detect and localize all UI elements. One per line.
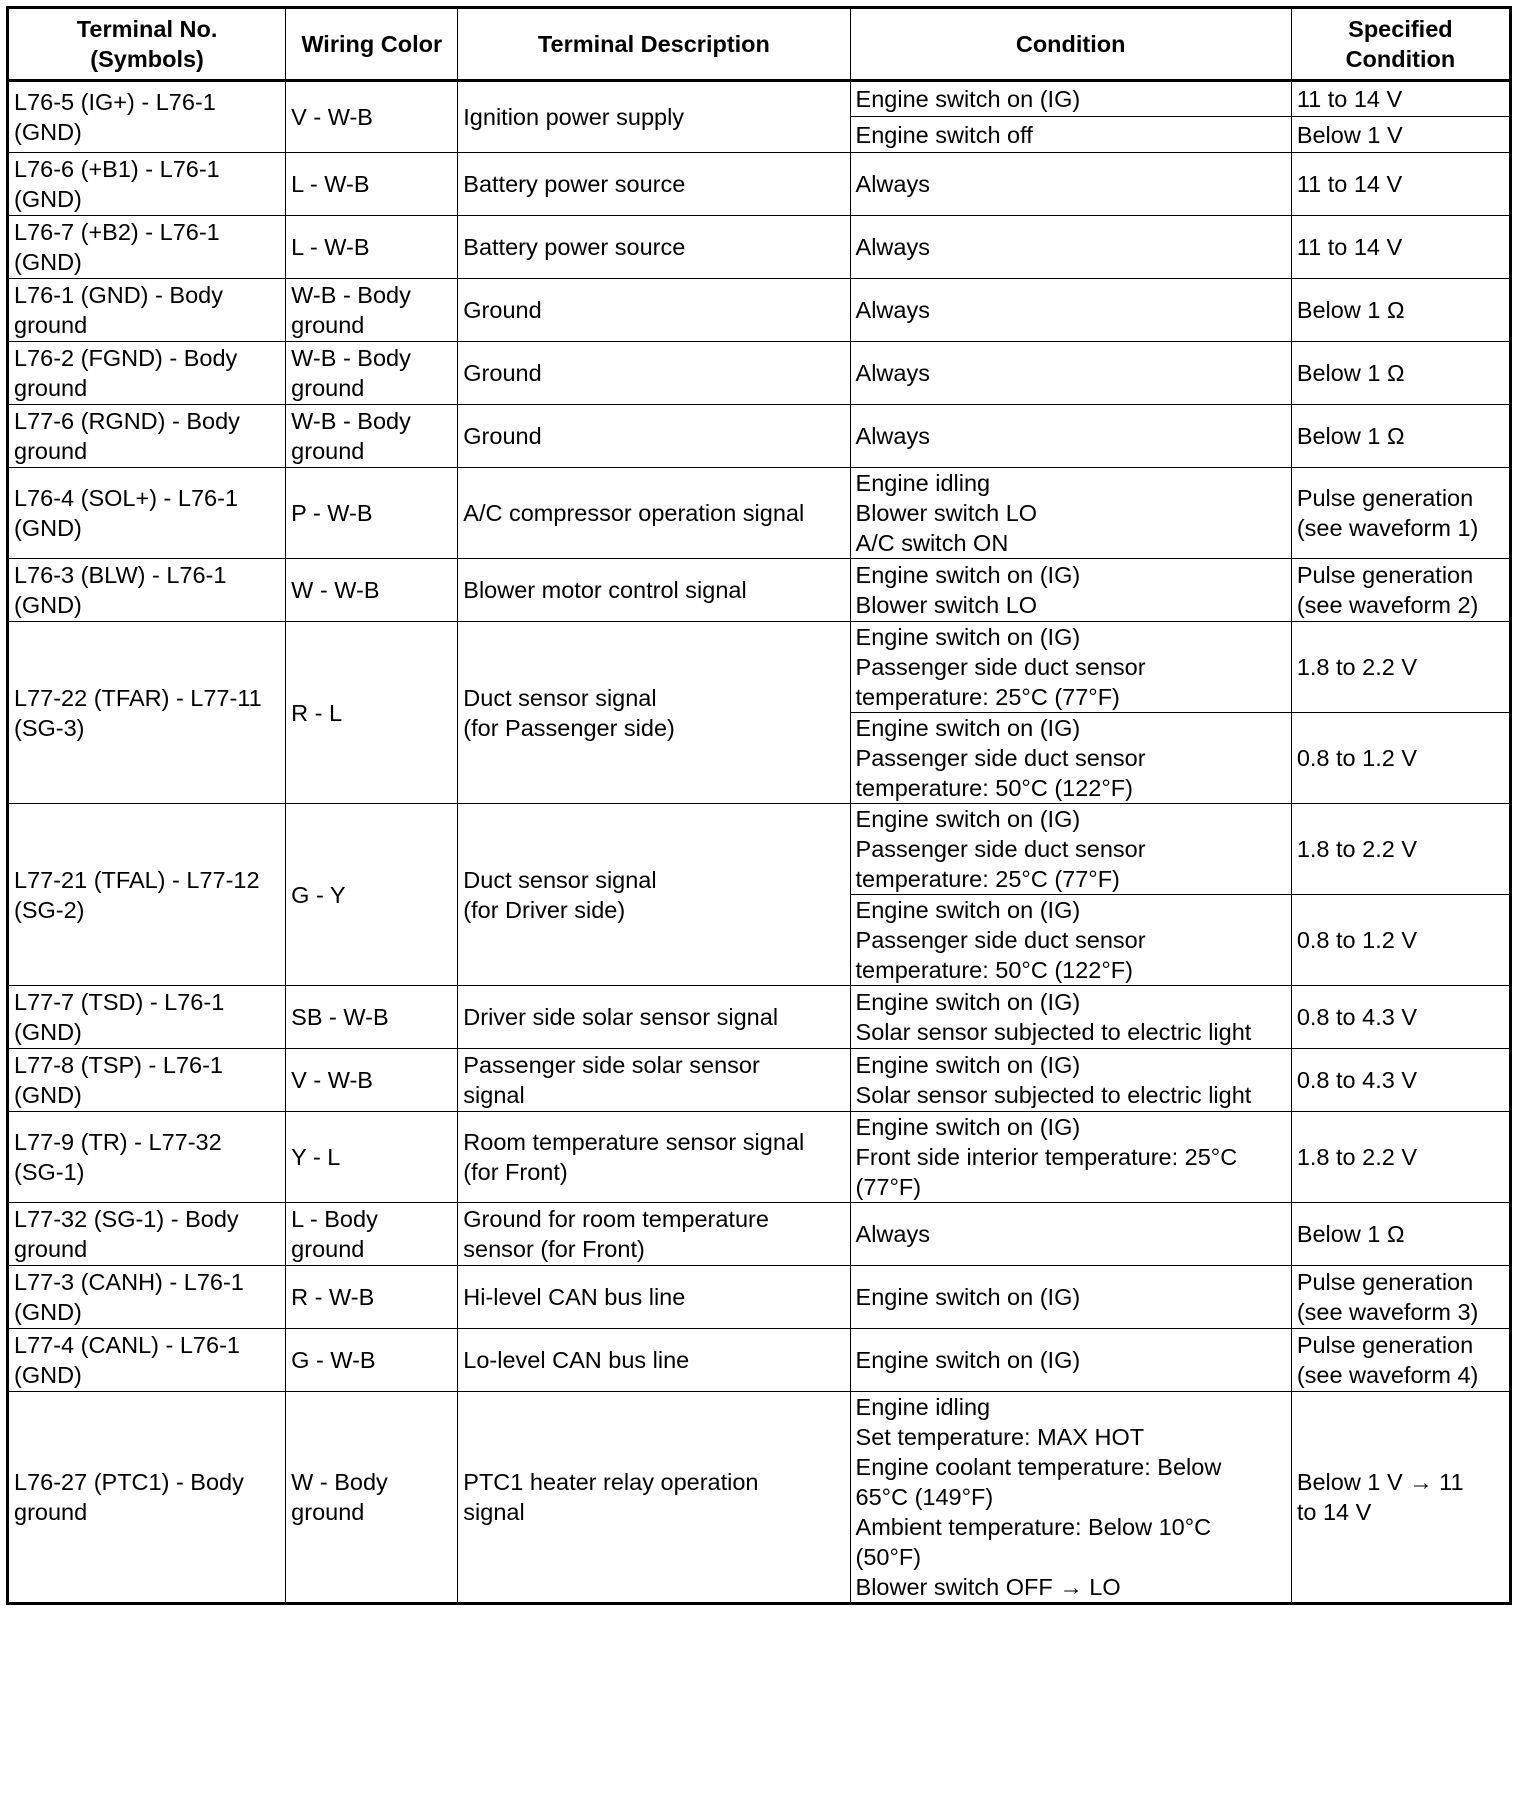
cell-description: Ground for room temperature sensor (for Front) [458, 1203, 850, 1266]
cell-description: A/C compressor operation signal [458, 468, 850, 559]
cell-terminal: L77-32 (SG-1) - Body ground [8, 1203, 286, 1266]
cell-terminal: L77-4 (CANL) - L76-1 (GND) [8, 1329, 286, 1392]
header-condition: Condition [850, 8, 1291, 81]
cell-specified-condition: Below 1 V → 11 to 14 V [1291, 1392, 1510, 1604]
cell-specified-condition: Pulse generation (see waveform 1) [1291, 468, 1510, 559]
table-body [8, 81, 1511, 1604]
cell-description: Ignition power supply [458, 81, 850, 153]
cell-condition: Engine switch on (IG) [850, 1266, 1291, 1329]
cell-description: Blower motor control signal [458, 559, 850, 622]
cell-specified-condition: 0.8 to 1.2 V [1291, 713, 1510, 804]
cell-specified-condition: Below 1 Ω [1291, 405, 1510, 468]
cell-terminal: L77-8 (TSP) - L76-1 (GND) [8, 1049, 286, 1112]
cell-specified-condition: 11 to 14 V [1291, 216, 1510, 279]
cell-terminal: L76-5 (IG+) - L76-1 (GND) [8, 81, 286, 153]
cell-condition: Always [850, 342, 1291, 405]
header-terminal-no: Terminal No. (Symbols) [8, 8, 286, 81]
cell-description: Lo-level CAN bus line [458, 1329, 850, 1392]
cell-specified-condition: Below 1 V [1291, 117, 1510, 153]
cell-specified-condition: 0.8 to 1.2 V [1291, 895, 1510, 986]
table-row [8, 1112, 1511, 1203]
table-row [8, 986, 1511, 1049]
cell-specified-condition: Below 1 Ω [1291, 279, 1510, 342]
cell-specified-condition: 0.8 to 4.3 V [1291, 1049, 1510, 1112]
cell-specified-condition: Pulse generation (see waveform 3) [1291, 1266, 1510, 1329]
table-row [8, 279, 1511, 342]
header-terminal-description: Terminal Description [458, 8, 850, 81]
cell-description: Duct sensor signal (for Driver side) [458, 804, 850, 986]
cell-terminal: L77-21 (TFAL) - L77-12 (SG-2) [8, 804, 286, 986]
cell-wiring-color: L - W-B [286, 216, 458, 279]
cell-terminal: L76-6 (+B1) - L76-1 (GND) [8, 153, 286, 216]
cell-specified-condition: 1.8 to 2.2 V [1291, 804, 1510, 895]
cell-condition: Engine switch off [850, 117, 1291, 153]
cell-condition: Engine switch on (IG) Passenger side duct sensor temperature: 25°C (77°F) [850, 622, 1291, 713]
cell-specified-condition: 1.8 to 2.2 V [1291, 622, 1510, 713]
cell-condition: Always [850, 405, 1291, 468]
cell-wiring-color: W-B - Body ground [286, 279, 458, 342]
cell-wiring-color: L - W-B [286, 153, 458, 216]
table-row [8, 468, 1511, 559]
cell-description: Hi-level CAN bus line [458, 1266, 850, 1329]
table-header [8, 8, 1511, 81]
cell-condition: Engine switch on (IG) Blower switch LO [850, 559, 1291, 622]
cell-terminal: L77-22 (TFAR) - L77-11 (SG-3) [8, 622, 286, 804]
cell-specified-condition: 11 to 14 V [1291, 153, 1510, 216]
cell-condition: Always [850, 1203, 1291, 1266]
cell-wiring-color: W - W-B [286, 559, 458, 622]
cell-condition: Engine switch on (IG) Passenger side duct sensor temperature: 25°C (77°F) [850, 804, 1291, 895]
cell-specified-condition: 1.8 to 2.2 V [1291, 1112, 1510, 1203]
terminal-inspection-table [6, 6, 1512, 1605]
table-row [8, 216, 1511, 279]
cell-wiring-color: R - L [286, 622, 458, 804]
cell-wiring-color: W-B - Body ground [286, 405, 458, 468]
cell-wiring-color: Y - L [286, 1112, 458, 1203]
cell-terminal: L76-7 (+B2) - L76-1 (GND) [8, 216, 286, 279]
cell-specified-condition: Pulse generation (see waveform 2) [1291, 559, 1510, 622]
table-row [8, 1049, 1511, 1112]
cell-wiring-color: P - W-B [286, 468, 458, 559]
cell-description: Ground [458, 342, 850, 405]
cell-condition: Always [850, 279, 1291, 342]
cell-terminal: L77-7 (TSD) - L76-1 (GND) [8, 986, 286, 1049]
cell-condition: Always [850, 153, 1291, 216]
cell-condition: Engine idling Blower switch LO A/C switch ON [850, 468, 1291, 559]
cell-terminal: L76-3 (BLW) - L76-1 (GND) [8, 559, 286, 622]
cell-wiring-color: W-B - Body ground [286, 342, 458, 405]
cell-specified-condition: Below 1 Ω [1291, 342, 1510, 405]
cell-terminal: L77-3 (CANH) - L76-1 (GND) [8, 1266, 286, 1329]
cell-wiring-color: V - W-B [286, 81, 458, 153]
cell-wiring-color: R - W-B [286, 1266, 458, 1329]
cell-condition: Engine switch on (IG) Passenger side duct sensor temperature: 50°C (122°F) [850, 713, 1291, 804]
cell-condition: Engine switch on (IG) [850, 1329, 1291, 1392]
header-wiring-color: Wiring Color [286, 8, 458, 81]
header-specified-condition: Specified Condition [1291, 8, 1510, 81]
cell-terminal: L76-27 (PTC1) - Body ground [8, 1392, 286, 1604]
cell-terminal: L77-9 (TR) - L77-32 (SG-1) [8, 1112, 286, 1203]
cell-wiring-color: L - Body ground [286, 1203, 458, 1266]
cell-terminal: L77-6 (RGND) - Body ground [8, 405, 286, 468]
cell-description: Ground [458, 405, 850, 468]
cell-wiring-color: G - Y [286, 804, 458, 986]
table-row [8, 153, 1511, 216]
cell-terminal: L76-4 (SOL+) - L76-1 (GND) [8, 468, 286, 559]
table-row [8, 81, 1511, 117]
cell-specified-condition: 11 to 14 V [1291, 81, 1510, 117]
cell-terminal: L76-2 (FGND) - Body ground [8, 342, 286, 405]
cell-specified-condition: Pulse generation (see waveform 4) [1291, 1329, 1510, 1392]
table-row [8, 1392, 1511, 1604]
header-row [8, 8, 1511, 81]
table-row [8, 804, 1511, 895]
cell-wiring-color: V - W-B [286, 1049, 458, 1112]
cell-condition: Engine switch on (IG) Passenger side duct sensor temperature: 50°C (122°F) [850, 895, 1291, 986]
terminal-table-wrapper [6, 6, 1512, 1605]
cell-description: Passenger side solar sensor signal [458, 1049, 850, 1112]
table-row [8, 342, 1511, 405]
cell-condition: Engine switch on (IG) Solar sensor subjected to electric light [850, 1049, 1291, 1112]
cell-specified-condition: Below 1 Ω [1291, 1203, 1510, 1266]
cell-description: Battery power source [458, 216, 850, 279]
table-row [8, 622, 1511, 713]
cell-condition: Engine switch on (IG) Solar sensor subjected to electric light [850, 986, 1291, 1049]
table-row [8, 1266, 1511, 1329]
cell-specified-condition: 0.8 to 4.3 V [1291, 986, 1510, 1049]
cell-wiring-color: G - W-B [286, 1329, 458, 1392]
cell-condition: Always [850, 216, 1291, 279]
cell-description: Ground [458, 279, 850, 342]
cell-description: Driver side solar sensor signal [458, 986, 850, 1049]
table-row [8, 405, 1511, 468]
table-row [8, 559, 1511, 622]
table-row [8, 1203, 1511, 1266]
cell-description: Room temperature sensor signal (for Front) [458, 1112, 850, 1203]
cell-wiring-color: W - Body ground [286, 1392, 458, 1604]
cell-description: Battery power source [458, 153, 850, 216]
cell-description: Duct sensor signal (for Passenger side) [458, 622, 850, 804]
cell-wiring-color: SB - W-B [286, 986, 458, 1049]
cell-condition: Engine switch on (IG) Front side interior temperature: 25°C (77°F) [850, 1112, 1291, 1203]
cell-condition: Engine switch on (IG) [850, 81, 1291, 117]
cell-condition: Engine idling Set temperature: MAX HOT Engine coolant temperature: Below 65°C (149°F) Ambient temperature: Below 10°C (50°F) Blower switch OFF → LO [850, 1392, 1291, 1604]
cell-description: PTC1 heater relay operation signal [458, 1392, 850, 1604]
table-row [8, 1329, 1511, 1392]
cell-terminal: L76-1 (GND) - Body ground [8, 279, 286, 342]
